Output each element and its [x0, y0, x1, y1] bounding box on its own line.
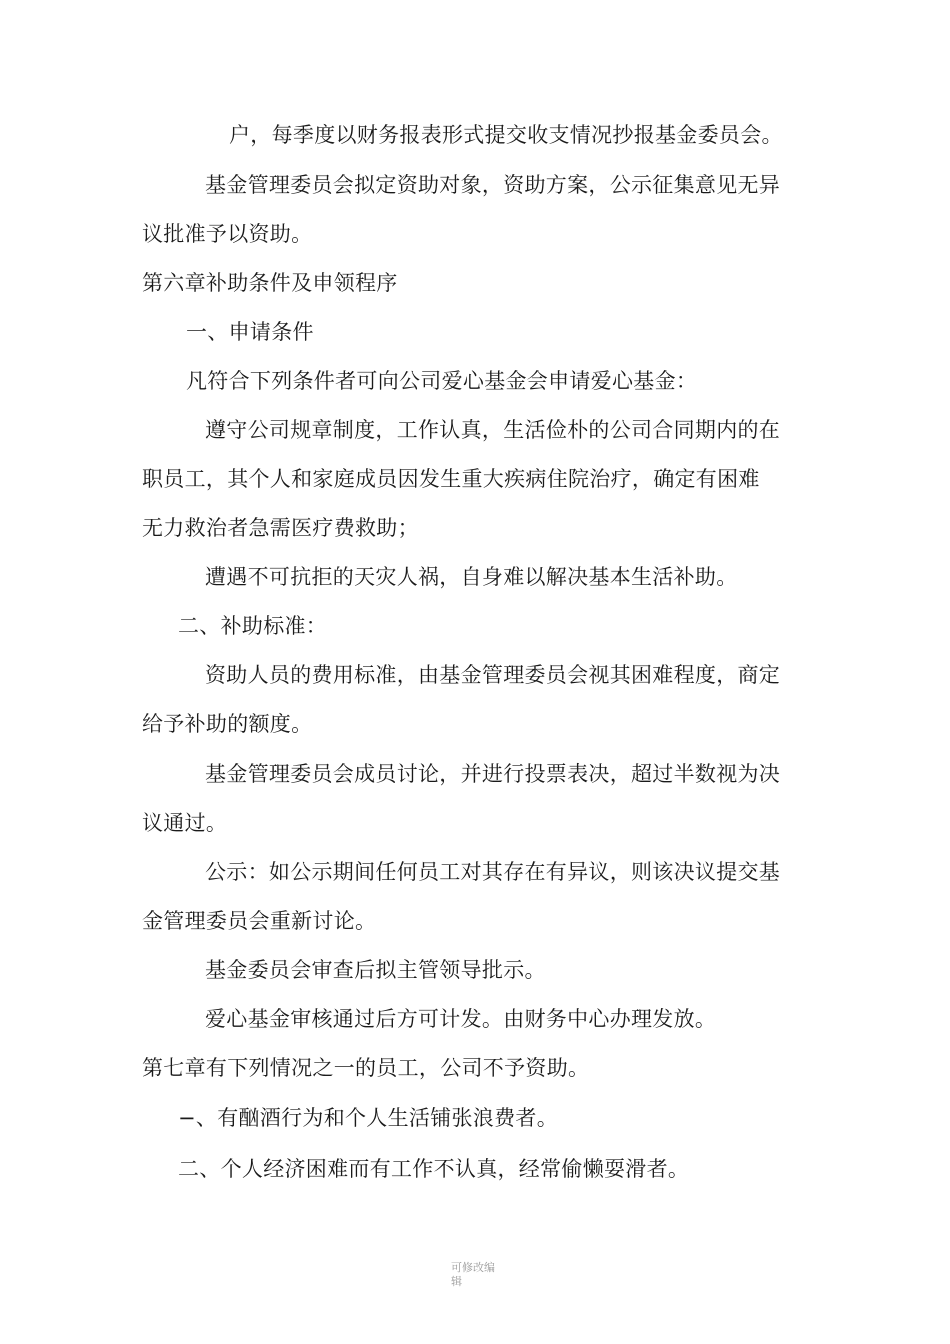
paragraph-line: 户，每季度以财务报表形式提交收支情况抄报基金委员会。 — [229, 123, 783, 147]
paragraph-line: 议批准予以资助。 — [142, 222, 313, 246]
list-item: 二、个人经济困难而有工作不认真，经常偷懒耍滑者。 — [178, 1157, 690, 1181]
chapter-heading: 第七章有下列情况之一的员工，公司不予资助。 — [142, 1056, 590, 1080]
footer-note-line2: 辑 — [451, 1275, 462, 1288]
paragraph-line: 爱心基金审核通过后方可计发。由财务中心办理发放。 — [205, 1007, 717, 1031]
paragraph-line: 给予补助的额度。 — [142, 712, 313, 736]
section-heading: 二、补助标准： — [178, 614, 328, 638]
section-heading: 一、申请条件 — [186, 320, 314, 344]
footer-note-line1: 可修改编 — [451, 1261, 495, 1274]
paragraph-line: 遭遇不可抗拒的天灾人祸，自身难以解决基本生活补助。 — [205, 565, 738, 589]
paragraph-line: 资助人员的费用标准，由基金管理委员会视其困难程度，商定 — [205, 663, 781, 687]
paragraph-line: 职员工，其个人和家庭成员因发生重大疾病住院治疗，确定有困难 — [142, 467, 760, 491]
paragraph-line: 公示：如公示期间任何员工对其存在有异议，则该决议提交基 — [205, 860, 781, 884]
paragraph-line: 无力救治者急需医疗费救助； — [142, 516, 419, 540]
paragraph-line: 基金管理委员会拟定资助对象，资助方案，公示征集意见无异 — [205, 173, 781, 197]
paragraph-line: 遵守公司规章制度，工作认真，生活俭朴的公司合同期内的在 — [205, 418, 781, 442]
list-item: −、有酗酒行为和个人生活铺张浪费者。 — [178, 1106, 558, 1130]
chapter-heading: 第六章补助条件及申领程序 — [142, 271, 398, 295]
paragraph-line: 金管理委员会重新讨论。 — [142, 909, 377, 933]
paragraph-line: 凡符合下列条件者可向公司爱心基金会申请爱心基金： — [186, 369, 698, 393]
paragraph-line: 基金管理委员会成员讨论，并进行投票表决，超过半数视为决 — [205, 762, 781, 786]
paragraph-line: 基金委员会审查后拟主管领导批示。 — [205, 958, 546, 982]
paragraph-line: 议通过。 — [142, 811, 228, 835]
